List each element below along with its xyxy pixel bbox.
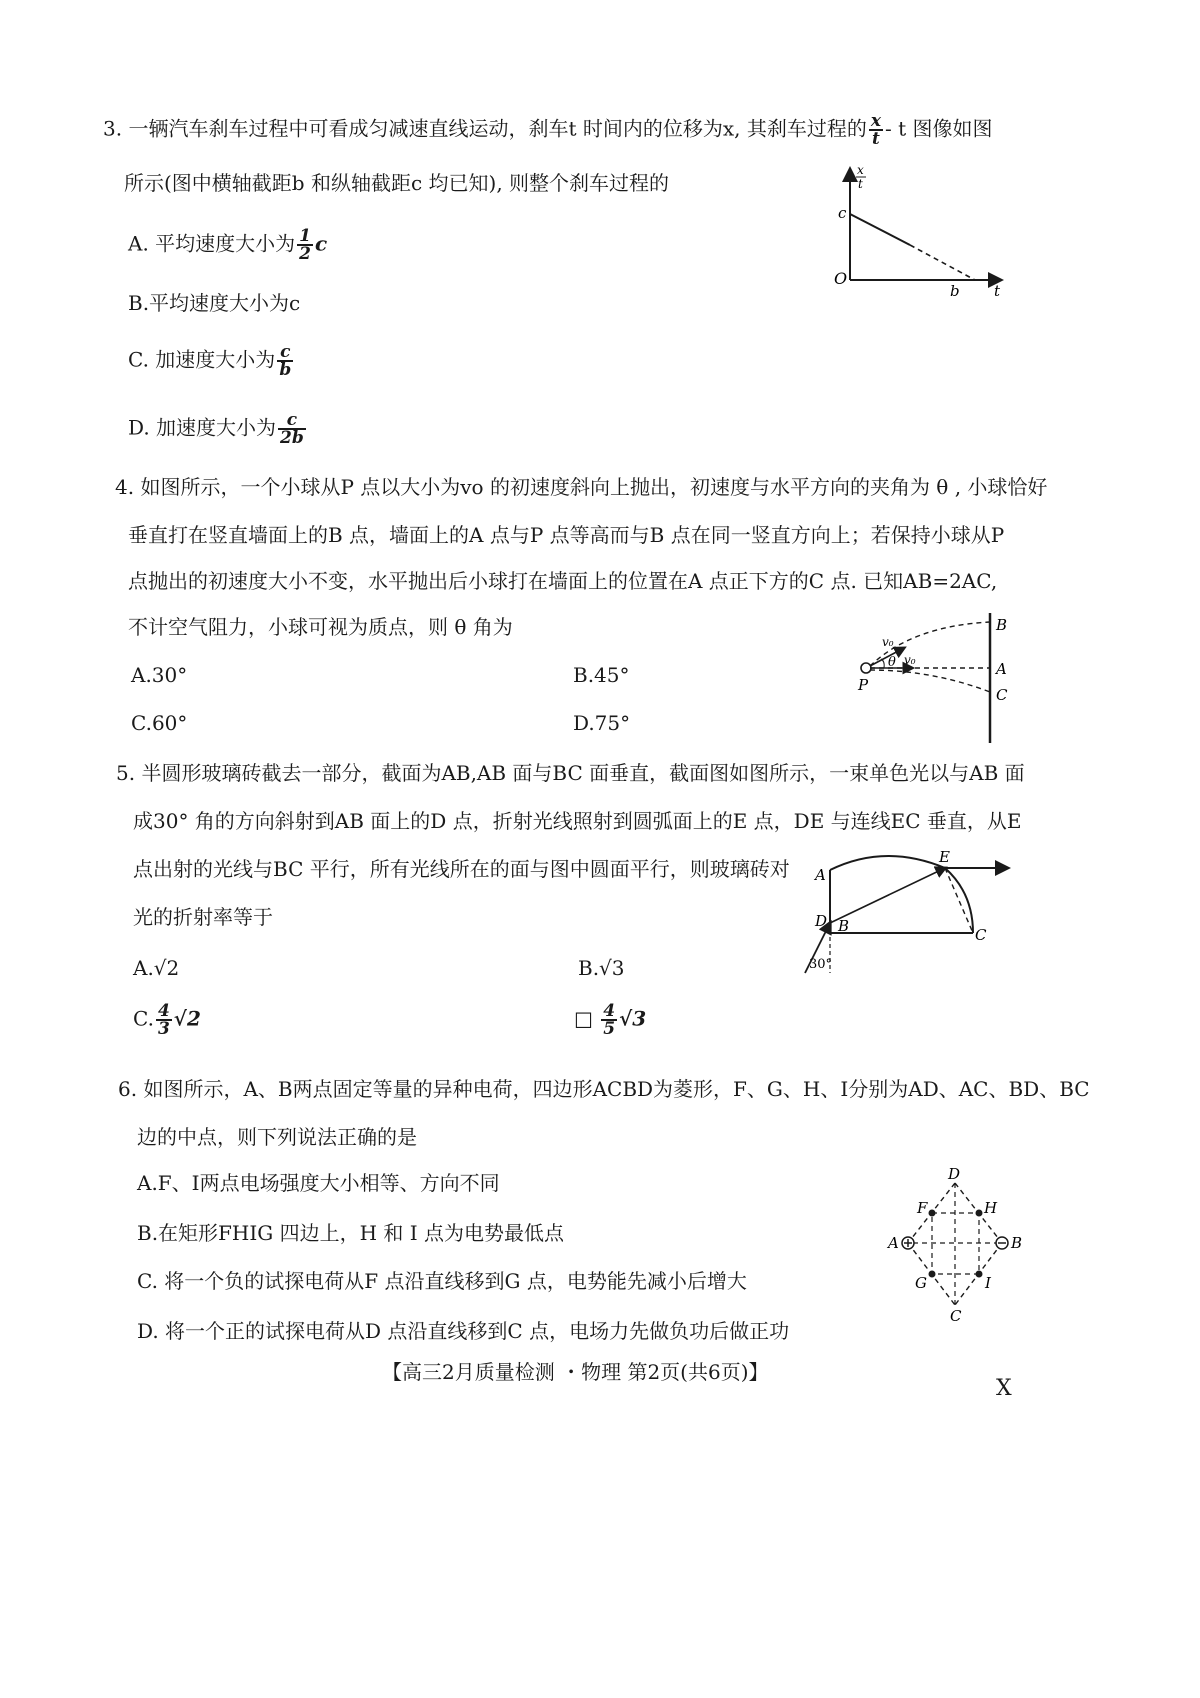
q3-stem-line1 xyxy=(103,113,992,147)
q6-label-c: C xyxy=(950,1307,962,1325)
q5-option-a: A.√2 xyxy=(133,956,180,980)
q4-projectile-figure xyxy=(852,608,1022,748)
q5-stem-line2: 成30° 角的方向斜射到AB 面上的D 点，折射光线照射到圆弧面上的E 点，DE 与连线EC 垂直，从E xyxy=(133,809,1022,833)
q4-label-p: P xyxy=(858,676,869,694)
q3-axis-x-label: t xyxy=(994,282,1001,300)
q4-stem-line3: 点抛出的初速度大小不变，水平抛出后小球打在墙面上的位置在A 点正下方的C 点. 已知AB=2AC, xyxy=(128,569,998,593)
q3-option-b: B.平均速度大小为c xyxy=(128,291,301,315)
q3-stem-text: 3. 一辆汽车刹车过程中可看成匀减速直线运动，刹车t 时间内的位移为x, 其刹车过程的 xyxy=(103,116,867,141)
q4-stem-line2: 垂直打在竖直墙面上的B 点，墙面上的A 点与P 点等高而与B 点在同一竖直方向上；若保持小球从P xyxy=(128,523,1005,547)
q5-label-d: D xyxy=(815,912,828,930)
q4-option-b: B.45° xyxy=(573,663,630,687)
q4-theta: θ xyxy=(888,655,896,670)
q3-label-b: b xyxy=(950,282,960,300)
q6-rhombus-figure xyxy=(880,1165,1030,1325)
q5-stem-line3: 点出射的光线与BC 平行，所有光线所在的面与图中圆面平行，则玻璃砖对 xyxy=(133,857,790,881)
q3-label-o: O xyxy=(834,269,848,288)
q5-label-b: B xyxy=(838,917,850,935)
q3-label-c: c xyxy=(838,204,847,222)
q4-option-c: C.60° xyxy=(131,711,188,735)
q3-option-c: C. 加速度大小为 $\frac{c}{b}$ xyxy=(128,342,292,380)
q5-label-c: C xyxy=(975,926,987,944)
q3-axis-y-den: t xyxy=(858,177,863,191)
q6-option-a: A.F、I两点电场强度大小相等、方向不同 xyxy=(137,1171,500,1195)
q5-stem-line1: 5. 半圆形玻璃砖截去一部分，截面为AB,AB 面与BC 面垂直，截面图如图所示，一束单色光以与AB 面 xyxy=(116,761,1025,785)
q4-v0-lower: v₀ xyxy=(904,653,916,667)
q4-label-c: C xyxy=(996,686,1008,704)
q4-option-a: A.30° xyxy=(131,663,188,687)
q6-label-g: G xyxy=(915,1274,927,1292)
q3-option-d: D. 加速度大小为 $\frac{c}{2b}$ xyxy=(128,410,304,448)
q6-label-f: F xyxy=(917,1199,928,1217)
q5-label-e: E xyxy=(939,848,950,866)
q3-axis-y-num: x xyxy=(857,163,864,177)
q4-stem-line4: 不计空气阻力，小球可视为质点，则 θ 角为 xyxy=(128,615,513,639)
q3-stem-fraction: $\frac{x}{t}$ xyxy=(870,111,881,149)
q6-stem-line2: 边的中点，则下列说法正确的是 xyxy=(137,1125,417,1149)
q3-option-a: A. 平均速度大小为 $\frac{1}{2}$ c xyxy=(128,226,328,264)
q6-label-i: I xyxy=(985,1274,991,1292)
q5-option-c: C. $\frac{4}{3}$ √2 xyxy=(133,1001,201,1039)
q3-stem-line2: 所示(图中横轴截距b 和纵轴截距c 均已知), 则整个刹车过程的 xyxy=(124,171,670,195)
q5-option-d: □ $\frac{4}{5}$ √3 xyxy=(574,1001,647,1039)
q3-xt-t-graph xyxy=(830,160,1020,300)
page-mark: X xyxy=(996,1376,1012,1401)
q6-label-a: A xyxy=(888,1234,899,1252)
q3-stem-tail: - t 图像如图 xyxy=(884,116,993,141)
q4-option-d: D.75° xyxy=(573,711,631,735)
q5-label-a: A xyxy=(815,866,826,884)
q6-option-c: C. 将一个负的试探电荷从F 点沿直线移到G 点，电势能先减小后增大 xyxy=(137,1269,747,1293)
q5-glass-brick-figure xyxy=(795,848,1015,978)
q4-v0-upper: v₀ xyxy=(882,635,894,649)
q6-option-b: B.在矩形FHIG 四边上，H 和 I 点为电势最低点 xyxy=(137,1221,565,1245)
q5-angle-label: 30° xyxy=(809,957,833,972)
q4-label-a: A xyxy=(996,660,1007,678)
q6-stem-line1: 6. 如图所示，A、B两点固定等量的异种电荷，四边形ACBD为菱形，F、G、H、I分别为AD、AC、BD、BC xyxy=(118,1077,1090,1101)
q4-stem-line1: 4. 如图所示，一个小球从P 点以大小为vo 的初速度斜向上抛出，初速度与水平方向的夹角为 θ , 小球恰好 xyxy=(115,475,1048,499)
q6-label-d: D xyxy=(948,1165,961,1183)
q5-stem-line4: 光的折射率等于 xyxy=(133,905,273,929)
q6-label-b: B xyxy=(1011,1234,1023,1252)
page-footer: 【高三2月质量检测 ・物理 第2页(共6页)】 xyxy=(382,1360,769,1384)
q6-option-d: D. 将一个正的试探电荷从D 点沿直线移到C 点，电场力先做负功后做正功 xyxy=(137,1319,790,1343)
q4-label-b: B xyxy=(996,616,1008,634)
q6-label-h: H xyxy=(984,1199,998,1217)
q5-option-b: B.√3 xyxy=(578,956,625,980)
